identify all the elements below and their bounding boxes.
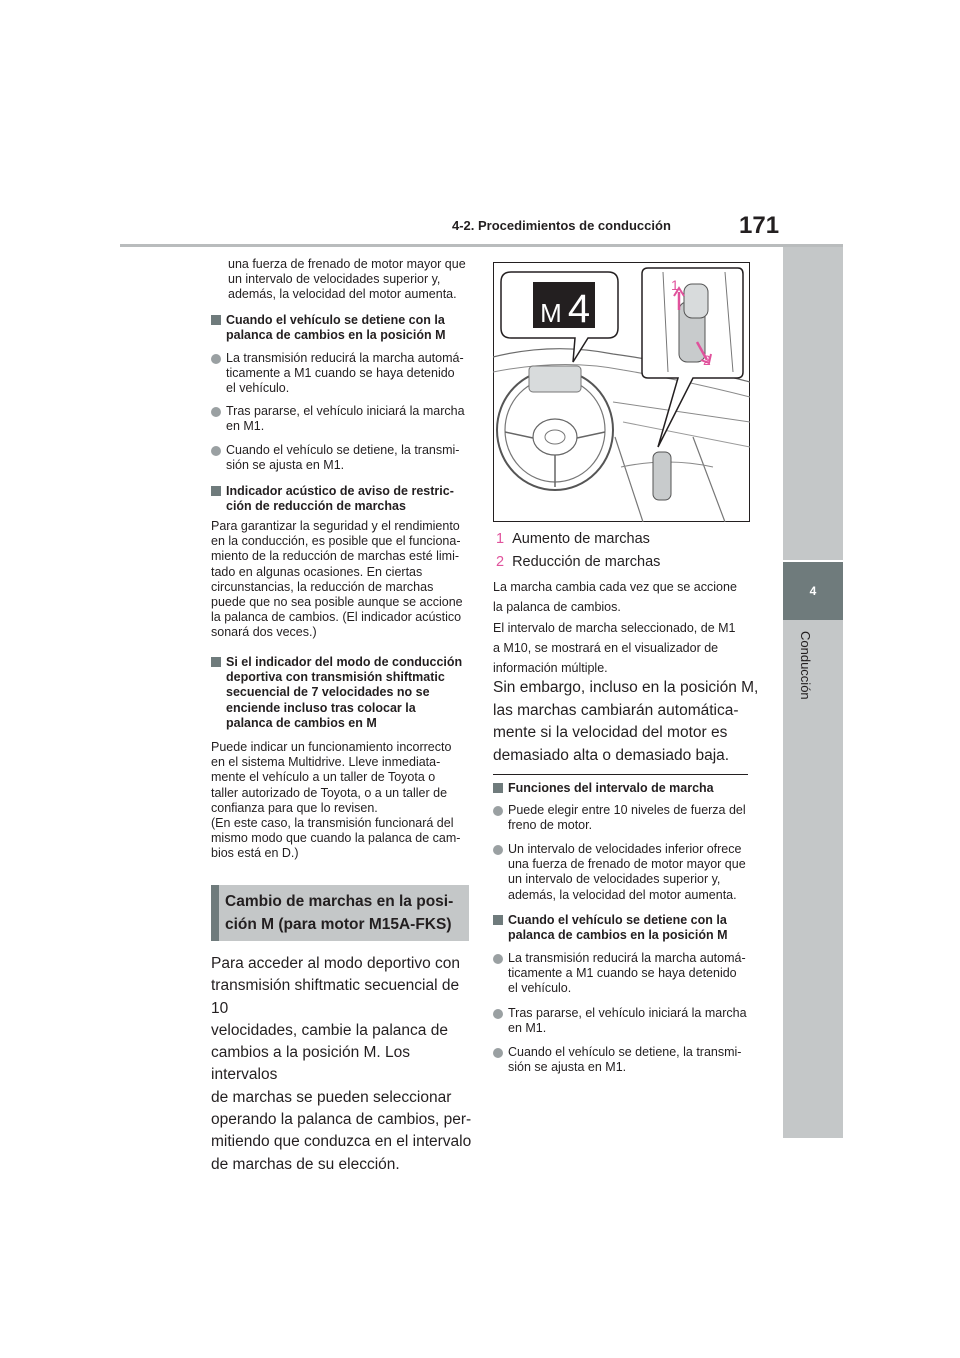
bullet-item: Puede elegir entre 10 niveles de fuerza del freno de motor. <box>493 803 755 833</box>
callout-item-2: 2 Reducción de marchas <box>496 554 661 570</box>
side-tab-top <box>783 247 843 560</box>
bullet-item: La transmisión reducirá la marcha automá- ticamente a M1 cuando se haya detenido el vehículo. <box>493 951 755 997</box>
subheading-buzzer: Indicador acústico de aviso de restric- ción de reducción de marchas <box>211 484 473 514</box>
shift-lever-illustration <box>493 262 750 522</box>
bullet-item: Tras pararse, el vehículo iniciará la marcha en M1. <box>211 404 473 434</box>
subheading-range-functions: Funciones del intervalo de marcha <box>493 781 755 796</box>
text-line: una fuerza de frenado de motor mayor que <box>228 257 466 271</box>
subheading-stop-m: Cuando el vehículo se detiene con la palanca de cambios en la posición M <box>211 313 473 343</box>
section-divider <box>493 774 748 775</box>
page-number: 171 <box>739 212 780 239</box>
section-title-stripe <box>211 885 219 941</box>
header-rule <box>120 244 843 247</box>
bullet-item: Un intervalo de velocidades inferior ofrece una fuerza de frenado de motor mayor que un intervalo de velocidades superior y, además, la velocidad del motor aumenta. <box>493 842 755 903</box>
circle-bullet-icon <box>493 806 503 816</box>
paragraph-range-display: El intervalo de marcha seleccionado, de M1 a M10, se mostrará en el visualizador de información múltiple. <box>493 621 736 675</box>
display-letter: M <box>540 298 562 328</box>
circle-bullet-icon <box>211 407 221 417</box>
square-bullet-icon <box>211 657 221 667</box>
text-line: un intervalo de velocidades superior y, <box>228 272 441 287</box>
circle-bullet-icon <box>493 1009 503 1019</box>
chapter-number: 4 <box>783 562 843 620</box>
section-title: 4-2. Procedimientos de conducción <box>452 218 671 233</box>
subheading-indicator: Si el indicador del modo de conducción deportiva con transmisión shiftmatic secuencial de 7 velocidades no se enciende incluso tras colocar la palanca de cambios en M <box>211 655 473 731</box>
subheading-stop-m-2: Cuando el vehículo se detiene con la palanca de cambios en la posición M <box>493 913 755 943</box>
circle-bullet-icon <box>493 954 503 964</box>
bullet-item: Cuando el vehículo se detiene, la transmi- sión se ajusta en M1. <box>211 443 473 473</box>
circle-bullet-icon <box>211 446 221 456</box>
bullet-item: La transmisión reducirá la marcha automá- ticamente a M1 cuando se haya detenido el vehículo. <box>211 351 473 397</box>
callout-1: 1 <box>671 277 679 293</box>
text-line: además, la velocidad del motor aumenta. <box>228 287 457 302</box>
square-bullet-icon <box>211 486 221 496</box>
section-heading: Cambio de marchas en la posi- ción M (para motor M15A-FKS) <box>225 893 454 933</box>
display-number: 4 <box>567 287 591 331</box>
chapter-label: Conducción <box>798 631 813 700</box>
circle-bullet-icon <box>211 354 221 364</box>
square-bullet-icon <box>211 315 221 325</box>
callout-2: 2 <box>703 352 711 368</box>
bullet-item: Tras pararse, el vehículo iniciará la marcha en M1. <box>493 1006 755 1036</box>
paragraph-auto-shift: Sin embargo, incluso en la posición M, las marchas cambiarán automática- mente si la velocidad del motor es demasiado alta o demasiado baja. <box>493 679 759 764</box>
paragraph-shift: La marcha cambia cada vez que se accione la palanca de cambios. <box>493 580 737 614</box>
square-bullet-icon <box>493 783 503 793</box>
paragraph-indicator: Puede indicar un funcionamiento incorrecto en el sistema Multidrive. Lleve inmediata- mente el vehículo a un taller de Toyota o taller autorizado de Toyota, o a un taller de confianza para que lo revisen. (En este caso, la transmisión funcionará del mismo modo que cuando la palanca de cam- bios está en D.) <box>211 740 461 861</box>
circle-bullet-icon <box>493 1048 503 1058</box>
bullet-item: Cuando el vehículo se detiene, la transmi- sión se ajusta en M1. <box>493 1045 755 1075</box>
intro-paragraph: Para acceder al modo deportivo con transmisión shiftmatic secuencial de 10 velocidades, cambie la palanca de cambios a la posición M. Los intervalos de marchas se pueden seleccionar operando la palanca de cambios, per- mitiendo que conduzca en el intervalo de marchas de su elección. <box>211 955 472 1173</box>
square-bullet-icon <box>493 915 503 925</box>
side-tab-bottom <box>783 620 843 1138</box>
callout-list <box>496 528 766 574</box>
continuation-text <box>228 257 473 303</box>
circle-bullet-icon <box>493 845 503 855</box>
paragraph-buzzer: Para garantizar la seguridad y el rendimiento en la conducción, es posible que el funciona- miento de la reducción de marchas esté limi- tado en algunas ocasiones. En ciertas circunstancias, la reducción de marchas puede que no sea posible aunque se accione la palanca de cambios. (El indicador acústico sonará dos veces.) <box>211 519 463 640</box>
callout-item-1: 1 Aumento de marchas <box>496 531 650 547</box>
